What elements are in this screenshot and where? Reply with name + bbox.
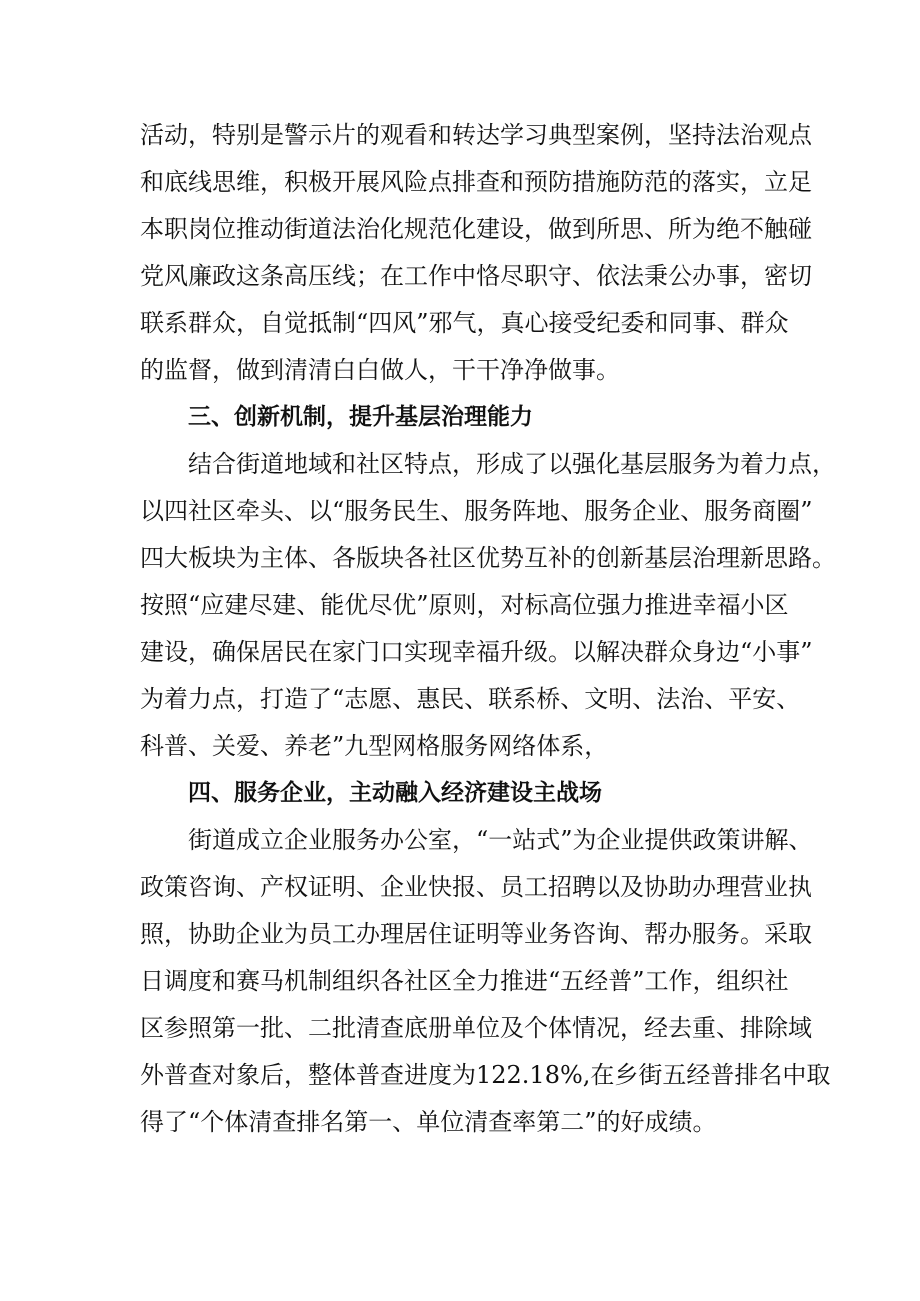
- text-line: 建设，确保居民在家门口实现幸福升级。以解决群众身边“小事”: [140, 638, 813, 666]
- text-line: 和底线思维，积极开展风险点排查和预防措施防范的落实，立足: [140, 168, 812, 196]
- text-line: 日调度和赛马机制组织各社区全力推进“五经普”工作，组织社: [140, 967, 789, 995]
- text-line: 科普、关爱、养老”九型网格服务网络体系，: [140, 732, 609, 760]
- paragraph-enterprise: [140, 817, 831, 1146]
- text-line: 以四社区牵头、以“服务民生、服务阵地、服务企业、服务商圈”: [140, 497, 813, 525]
- section-heading-3: 三、创新机制，提升基层治理能力: [188, 404, 533, 430]
- text-line: 结合街道地域和社区特点，形成了以强化基层服务为着力点，: [188, 450, 836, 478]
- text-line: 得了“个体清查排名第一、单位清查率第二”的好成绩。: [140, 1108, 717, 1136]
- text-line: 政策咨询、产权证明、企业快报、员工招聘以及协助办理营业执: [140, 873, 812, 901]
- text-line: 按照“应建尽建、能优尽优”原则，对标高位强力推进幸福小区: [140, 591, 789, 619]
- text-line: 照，协助企业为员工办理居住证明等业务咨询、帮办服务。采取: [140, 920, 812, 948]
- section-heading-4: 四、服务企业，主动融入经济建设主战场: [188, 780, 602, 806]
- text-line: 区参照第一批、二批清查底册单位及个体情况，经去重、排除域: [140, 1014, 812, 1042]
- text-line: 党风廉政这条高压线；在工作中恪尽职守、依法秉公办事，密切: [140, 262, 812, 290]
- text-line: 街道成立企业服务办公室，“一站式”为企业提供政策讲解、: [188, 826, 813, 854]
- text-line: 外普查对象后，整体普查进度为122.18%,在乡街五经普排名中取: [140, 1061, 831, 1089]
- text-line: 四大板块为主体、各版块各社区优势互补的创新基层治理新思路。: [140, 544, 836, 572]
- text-line: 的监督，做到清清白白做人，干干净净做事。: [140, 356, 620, 384]
- text-line: 本职岗位推动街道法治化规范化建设，做到所思、所为绝不触碰: [140, 215, 812, 243]
- text-line: 为着力点，打造了“志愿、惠民、联系桥、文明、法治、平安、: [140, 685, 801, 713]
- text-line: 活动，特别是警示片的观看和转达学习典型案例，坚持法治观点: [140, 121, 812, 149]
- paragraph-governance: [140, 441, 836, 770]
- paragraph-integrity: [140, 112, 812, 394]
- document-body: [140, 112, 836, 1146]
- text-line: 联系群众，自觉抵制“四风”邪气，真心接受纪委和同事、群众: [140, 309, 789, 337]
